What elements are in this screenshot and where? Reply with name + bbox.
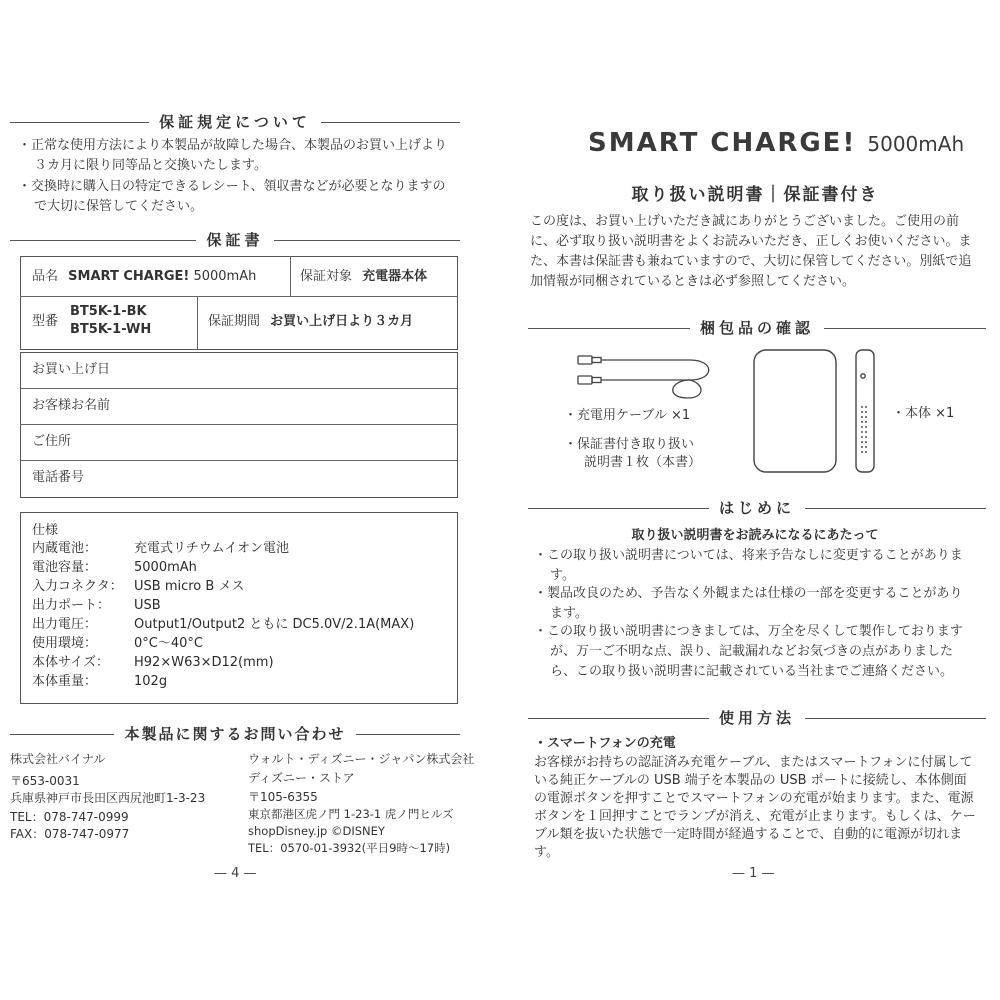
page-number-right: — 1 — — [732, 866, 775, 881]
intro-section-header — [528, 498, 986, 518]
manual-subtitle: 取り扱い説明書｜保証書付き — [631, 185, 879, 205]
manual-label-line1: ・保証書付き取り扱い — [564, 437, 695, 452]
company-b-address: 東京都港区虎ノ門 1-23-1 虎ノ門ヒルズ — [248, 807, 454, 821]
inquiry-header — [10, 724, 460, 744]
company-b-web: shopDisney.jp ©DISNEY — [248, 824, 385, 838]
spec-key: 入力コネクタ： — [32, 579, 123, 594]
company-a-name: 株式会社バイナル — [10, 752, 106, 766]
company-b-tel: TEL：0570-01-3932(平日9時〜17時) — [248, 841, 451, 855]
warranty-rule-item: ・交換時に購入日の特定できるレシート、領収書などが必要となりますので大切に保管してください。 — [18, 179, 446, 214]
coverage-value: 充電器本体 — [362, 269, 428, 284]
company-a-postal: 〒653-0031 — [10, 774, 80, 788]
inquiry-title: 本製品に関するお問い合わせ — [114, 725, 355, 743]
usage-title: 使用方法 — [709, 709, 805, 727]
body-label: ・本体 ×1 — [892, 406, 955, 421]
spec-value: USB micro B メス — [134, 579, 245, 594]
package-title: 梱包品の確認 — [690, 319, 824, 337]
spec-key: 使用環境： — [32, 636, 98, 651]
company-b-store: ディズニー・ストア — [248, 771, 355, 785]
purchase-date-field: お買い上げ日 — [32, 362, 111, 377]
address-field: ご住所 — [32, 434, 72, 449]
period-label: 保証期間 — [208, 314, 261, 329]
notice-item: ・製品改良のため、予告なく外観または仕様の一部を変更することがあります。 — [534, 586, 963, 621]
spec-row — [32, 673, 167, 691]
cable-label: ・充電用ケーブル ×1 — [564, 408, 691, 423]
spec-row — [32, 616, 414, 634]
warranty-rule-item: ・正常な使用方法により本製品が故障した場合、本製品のお買い上げより３カ月に限り同等品と交換いたします。 — [18, 138, 448, 173]
spec-value: 充電式リチウムイオン電池 — [134, 541, 289, 556]
phone-field: 電話番号 — [32, 470, 85, 485]
usage-body: お客様がお持ちの認証済み充電ケーブル、またはスマートフォンに付属している純正ケーブルの USB 端子を本製品の USB ポートに接続し、本体側面の電源ボタンを押すことでスマートフォンの充電が始まります。また、電源ボタンを１回押すことでランプが消え、充電が止まります。もしくは、ケーブル類を抜いた状態で一定時間が経過することで、自動的に電源が切れます。 — [534, 755, 976, 860]
spec-value: 102g — [134, 674, 168, 689]
customer-name-field: お客様お名前 — [32, 398, 111, 413]
company-a-tel: TEL：078-747-0999 — [10, 810, 129, 824]
brand-capacity: 5000mAh — [867, 132, 965, 156]
model-number-wh: BT5K-1-WH — [70, 322, 152, 337]
company-b-postal: 〒105-6355 — [248, 790, 318, 804]
package-header — [528, 318, 986, 338]
spec-key: 本体サイズ： — [32, 655, 109, 670]
spec-value: USB — [134, 598, 161, 613]
manual-label-line2: 説明書１枚（本書） — [584, 455, 702, 470]
product-name-label: 品名 — [32, 269, 59, 284]
usb-cable-icon — [570, 350, 720, 410]
period-value: お買い上げ日より３カ月 — [270, 314, 414, 329]
product-capacity-value: 5000mAh — [193, 269, 257, 284]
spec-value: H92×W63×D12(mm) — [134, 655, 274, 670]
left-page — [0, 0, 475, 1000]
right-page — [510, 0, 1000, 1000]
spec-value: Output1/Output2 ともに DC5.0V/2.1A(MAX) — [134, 617, 415, 632]
warranty-card-header — [10, 230, 460, 250]
intro-paragraph: この度は、お買い上げいただき誠にありがとうございました。ご使用の前に、必ず取り扱い説明書をよくお読みいただき、正しくお使いください。また、本書は保証書も兼ねていますので、大切に保管してください。別紙で追加情報が同梱されているときは必ず参照してください。 — [530, 214, 972, 289]
power-bank-icon — [750, 346, 890, 476]
product-name-value: SMART CHARGE! — [68, 269, 190, 284]
intro-section-title: はじめに — [709, 499, 805, 517]
brand-name: SMART CHARGE! — [588, 128, 857, 158]
spec-key: 出力電圧： — [32, 617, 98, 632]
brand-title — [588, 128, 964, 158]
spec-key: 本体重量： — [32, 674, 98, 689]
specs-title: 仕様 — [32, 523, 59, 538]
spec-value: 0°C〜40°C — [134, 636, 203, 651]
warranty-card-title: 保証書 — [196, 231, 273, 249]
spec-key: 内蔵電池： — [32, 541, 98, 556]
coverage-label: 保証対象 — [300, 269, 353, 284]
company-a-fax: FAX：078-747-0977 — [10, 827, 130, 841]
usage-header — [528, 708, 986, 728]
spec-key: 出力ポート： — [32, 598, 111, 613]
usage-subtitle: ・スマートフォンの充電 — [534, 736, 676, 751]
model-label: 型番 — [32, 314, 59, 329]
page-number-left: — 4 — — [214, 866, 257, 881]
intro-section-subtitle: 取り扱い説明書をお読みになるにあたって — [631, 528, 879, 543]
company-b-name: ウォルト・ディズニー・ジャパン株式会社 — [248, 752, 475, 766]
company-a-address: 兵庫県神戸市長田区西尻池町1-3-23 — [10, 791, 206, 805]
notice-item: ・この取り扱い説明書については、将来予告なしに変更することがあります。 — [534, 548, 963, 583]
spec-value: 5000mAh — [134, 560, 197, 575]
model-number-bk: BT5K-1-BK — [70, 304, 147, 319]
warranty-rules-title: 保証規定について — [149, 113, 321, 131]
notice-item: ・この取り扱い説明書につきましては、万全を尽くして製作しておりますが、万一ご不明な点、誤り、記載漏れなどお気づきの点がありましたら、この取り扱い説明書に記載されている当社までご連絡ください。 — [534, 624, 963, 679]
spec-row — [32, 654, 274, 672]
warranty-rules-header — [10, 112, 460, 132]
spec-row — [32, 578, 244, 596]
spec-key: 電池容量： — [32, 560, 98, 575]
spec-row — [32, 559, 197, 577]
spec-row — [32, 597, 161, 615]
spec-row — [32, 540, 289, 558]
spec-row — [32, 635, 203, 653]
